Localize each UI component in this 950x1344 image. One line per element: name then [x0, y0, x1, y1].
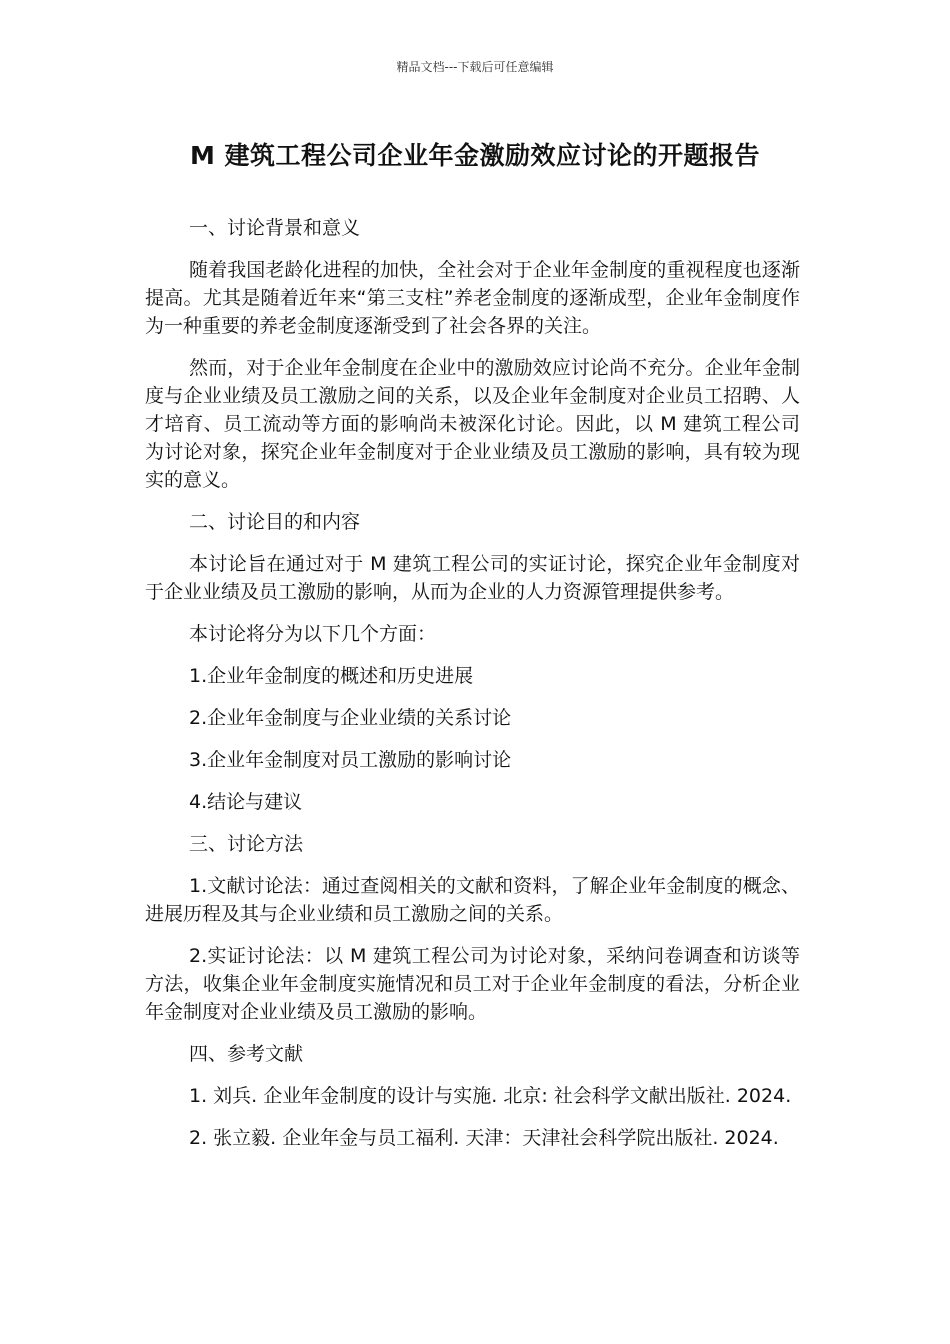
document-title: M 建筑工程公司企业年金激励效应讨论的开题报告 — [189, 141, 761, 170]
section-heading-methods: 三、讨论方法 — [189, 833, 304, 855]
paragraph-method-2: 2.实证讨论法：以 M 建筑工程公司为讨论对象，采纳问卷调查和访谈等方法，收集企业年金制度实施情况和员工对于企业年金制度的看法，分析企业年金制度对企业业绩及员工激励的影响。 — [145, 945, 800, 1023]
list-item: 3.企业年金制度对员工激励的影响讨论 — [189, 749, 512, 771]
paragraph-background-2: 然而，对于企业年金制度在企业中的激励效应讨论尚不充分。企业年金制度与企业业绩及员工激励之间的关系，以及企业年金制度对企业员工招聘、人才培育、员工流动等方面的影响尚未被深化讨论。因此，以 M 建筑工程公司为讨论对象，探究企业年金制度对于企业业绩及员工激励的影响，具有较为现实的意义。 — [145, 357, 800, 491]
section-heading-background: 一、讨论背景和意义 — [189, 217, 361, 239]
paragraph-purpose-1: 本讨论旨在通过对于 M 建筑工程公司的实证讨论，探究企业年金制度对于企业业绩及员工激励的影响，从而为企业的人力资源管理提供参考。 — [145, 553, 800, 603]
paragraph-background-1: 随着我国老龄化进程的加快，全社会对于企业年金制度的重视程度也逐渐提高。尤其是随着近年来“第三支柱”养老金制度的逐渐成型，企业年金制度作为一种重要的养老金制度逐渐受到了社会各界的关注。 — [145, 259, 800, 337]
list-item: 1.企业年金制度的概述和历史进展 — [189, 665, 474, 687]
section-heading-references: 四、参考文献 — [189, 1043, 304, 1065]
list-item: 4.结论与建议 — [189, 791, 303, 813]
header-note: 精品文档---下载后可任意编辑 — [396, 60, 554, 74]
paragraph-purpose-2: 本讨论将分为以下几个方面： — [189, 623, 437, 645]
section-heading-purpose: 二、讨论目的和内容 — [189, 511, 361, 533]
document-body — [145, 214, 800, 1166]
reference-item: 2. 张立毅. 企业年金与员工福利. 天津：天津社会科学院出版社. 2024. — [189, 1127, 779, 1149]
paragraph-method-1: 1.文献讨论法：通过查阅相关的文献和资料，了解企业年金制度的概念、进展历程及其与企业业绩和员工激励之间的关系。 — [145, 875, 800, 925]
reference-item: 1. 刘兵. 企业年金制度的设计与实施. 北京: 社会科学文献出版社. 2024. — [189, 1085, 792, 1107]
list-item: 2.企业年金制度与企业业绩的关系讨论 — [189, 707, 512, 729]
